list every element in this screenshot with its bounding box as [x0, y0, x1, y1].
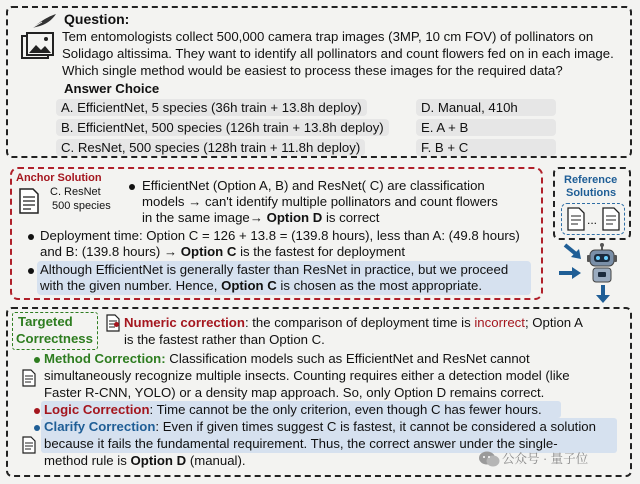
bullet: [34, 408, 40, 414]
image-icon: [20, 32, 56, 62]
question-text-line3: Which single method would be easiest to process these images for the required data?: [62, 63, 563, 78]
logic-correction-line1: Logic Correction: Time cannot be the only criterion, even though C has fewer hours.: [44, 402, 542, 417]
anchor-b3-line2: with the given number. Hence, Option C is chosen as the most appropriate.: [40, 278, 482, 293]
option-d: D. Manual, 410h: [416, 99, 556, 116]
anchor-b1-line3: in the same image→ Option D is correct: [142, 210, 380, 225]
option-f: F. B + C: [416, 139, 556, 156]
anchor-b3-line1: Although EfficientNet is generally faster than ResNet in practice, but we proceed: [40, 262, 509, 277]
document-icon: [567, 207, 585, 231]
anchor-b2-line1: Deployment time: Option C = 126 + 13.8 = (139.8 hours), less than A: (49.8 hours): [40, 228, 520, 243]
robot-icon: [585, 243, 619, 285]
option-a: A. EfficientNet, 5 species (36h train + 13.8h deploy): [56, 99, 367, 116]
targeted-label-line2: Correctness: [16, 331, 93, 346]
option-c: C. ResNet, 500 species (128h train + 11.8h deploy): [56, 139, 365, 156]
anchor-doc-line2: 500 species: [52, 200, 111, 212]
bullet: [129, 184, 135, 190]
document-icon: [22, 369, 36, 387]
document-icon: [602, 207, 620, 231]
bullet: [28, 268, 34, 274]
reference-label-line2: Solutions: [566, 187, 617, 199]
feather-pen-icon: [30, 12, 58, 30]
watermark-text: 公众号 · 量子位: [502, 452, 589, 466]
reference-ellipsis: ...: [587, 213, 598, 227]
anchor-doc-line1: C. ResNet: [50, 186, 101, 198]
method-correction-line3: Faster R-CNN, YOLO) or a density map approach. So, only Option D remains correct.: [44, 385, 545, 400]
document-icon: [18, 188, 40, 214]
numeric-correction-line2: is the fastest rather than Option C.: [124, 332, 325, 347]
document-icon: [22, 436, 36, 454]
arrow-down-icon: [595, 284, 611, 304]
method-correction-line1: Method Correction: Classification models such as EfficientNet and ResNet cannot: [44, 351, 530, 366]
bullet: [34, 357, 40, 363]
reference-label-line1: Reference: [564, 174, 618, 186]
wechat-icon: [478, 450, 500, 468]
targeted-label-line1: Targeted: [18, 314, 73, 329]
bullet: [28, 234, 34, 240]
anchor-b1-line1: EfficientNet (Option A, B) and ResNet( C) are classification: [142, 178, 485, 193]
question-text-line2: Solidago altissima. They want to identify all pollinators and count flowers fed on in each image.: [62, 46, 614, 61]
answer-choice-label: Answer Choice: [64, 81, 160, 96]
anchor-solution-label: Anchor Solution: [16, 172, 102, 184]
clarify-correction-line2: because it fails the fundamental requirement. Thus, the correct answer under the single-: [44, 436, 558, 451]
arrow-right-icon: [558, 266, 582, 280]
option-e: E. A + B: [416, 119, 556, 136]
arrow-down-right-icon: [562, 242, 584, 262]
option-b: B. EfficientNet, 500 species (126h train + 13.8h deploy): [56, 119, 389, 136]
bullet: [114, 322, 119, 327]
numeric-correction-line1: Numeric correction: the comparison of deployment time is incorrect; Option A: [124, 315, 583, 330]
method-correction-line2: simultaneously recognize multiple insects. Counting requires either a detection model (like: [44, 368, 570, 383]
question-text-line1: Tem entomologists collect 500,000 camera trap images (3MP, 10 cm FOV) of pollinators on: [62, 29, 594, 44]
question-label: Question:: [64, 11, 130, 27]
anchor-b2-line2: and B: (139.8 hours) → Option C is the fastest for deployment: [40, 244, 406, 259]
clarify-correction-line3: method rule is Option D (manual).: [44, 453, 246, 468]
clarify-correction-line1: Clarify Correction: Even if given times suggest C is fastest, it cannot be considered a solution: [44, 419, 596, 434]
anchor-b1-line2: models → can't identify multiple pollinators and count flowers: [142, 194, 498, 209]
bullet: [34, 425, 40, 431]
